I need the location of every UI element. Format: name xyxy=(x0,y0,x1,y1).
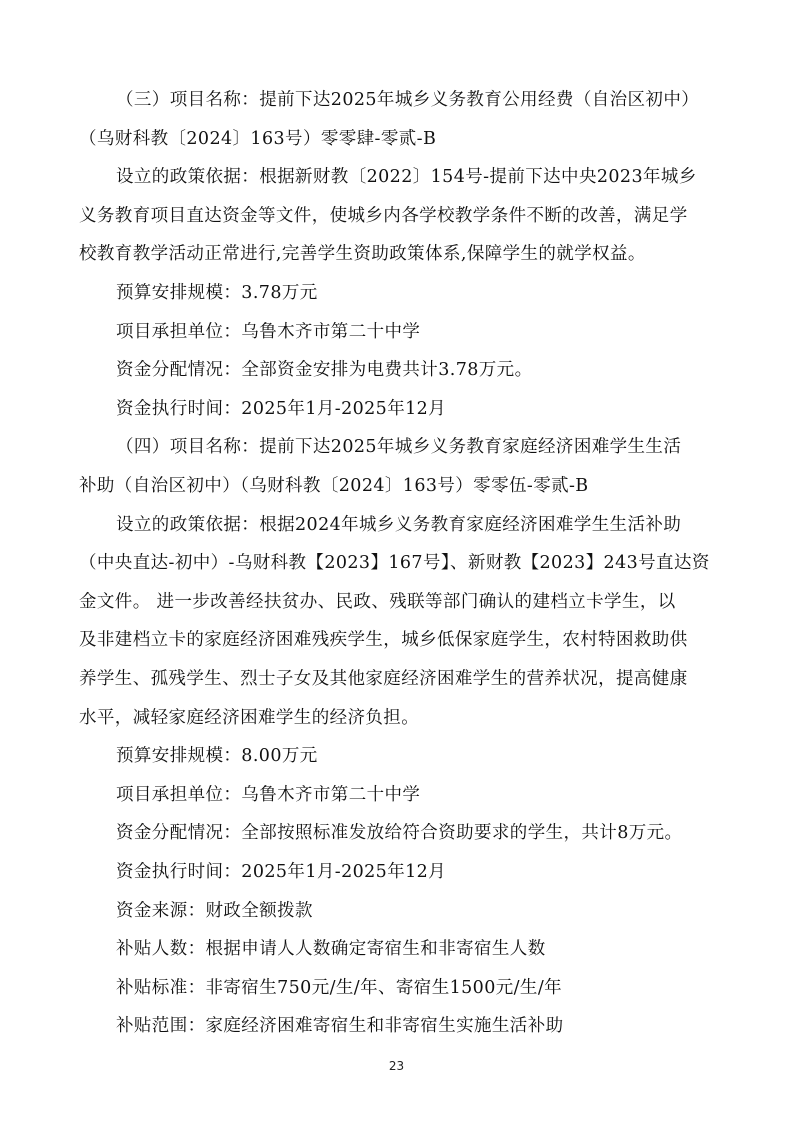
text-line: 补贴范围：家庭经济困难寄宿生和非寄宿生实施生活补助 xyxy=(116,1016,564,1037)
text-line: 预算安排规模：3.78万元 xyxy=(116,283,318,303)
text-line: 资金来源：财政全额拨款 xyxy=(116,900,313,921)
text-line: 补助（自治区初中）（乌财科教〔2024〕163号）零零伍-零贰-B xyxy=(79,476,589,496)
text-line: 资金分配情况：全部资金安排为电费共计3.78万元。 xyxy=(116,360,533,381)
text-line: 及非建档立卡的家庭经济困难残疾学生，城乡低保家庭学生，农村特困救助供 xyxy=(79,630,688,651)
text-line: 水平，减轻家庭经济困难学生的经济负担。 xyxy=(79,707,420,728)
text-line: （四）项目名称：提前下达2025年城乡义务教育家庭经济困难学生生活 xyxy=(116,437,682,458)
text-line: 项目承担单位：乌鲁木齐市第二十中学 xyxy=(116,784,421,805)
text-line: 项目承担单位：乌鲁木齐市第二十中学 xyxy=(116,321,421,342)
text-line: 预算安排规模：8.00万元 xyxy=(116,746,318,767)
text-line: 义务教育项目直达资金等文件，使城乡内各学校教学条件不断的改善，满足学 xyxy=(79,205,688,226)
text-line: 设立的政策依据：根据新财教〔2022〕154号-提前下达中央2023年城乡 xyxy=(116,167,697,188)
text-line: 养学生、孤残学生、烈士子女及其他家庭经济困难学生的营养状况，提高健康 xyxy=(79,669,688,689)
page-number: 23 xyxy=(388,1059,405,1073)
text-line: 资金分配情况：全部按照标准发放给符合资助要求的学生，共计8万元。 xyxy=(116,823,683,844)
text-line: （三）项目名称：提前下达2025年城乡义务教育公用经费（自治区初中） xyxy=(116,90,700,110)
text-line: 资金执行时间：2025年1月-2025年12月 xyxy=(116,398,447,419)
text-line: 设立的政策依据：根据2024年城乡义务教育家庭经济困难学生生活补助 xyxy=(116,514,682,535)
text-line: 金文件。 进一步改善经扶贫办、民政、残联等部门确认的建档立卡学生，以 xyxy=(79,591,676,612)
text-line: 资金执行时间：2025年1月-2025年12月 xyxy=(116,862,447,882)
text-line: （中央直达-初中）-乌财科教【2023】167号】、新财教【2023】243号直达资 xyxy=(79,553,710,574)
text-line: 补贴标准：非寄宿生750元/生/年、寄宿生1500元/生/年 xyxy=(116,977,563,998)
text-line: 校教育教学活动正常进行,完善学生资助政策体系,保障学生的就学权益。 xyxy=(79,244,646,265)
text-line: （乌财科教〔2024〕163号）零零肆-零贰-B xyxy=(79,128,437,149)
text-line: 补贴人数：根据申请人人数确定寄宿生和非寄宿生人数 xyxy=(116,939,546,960)
